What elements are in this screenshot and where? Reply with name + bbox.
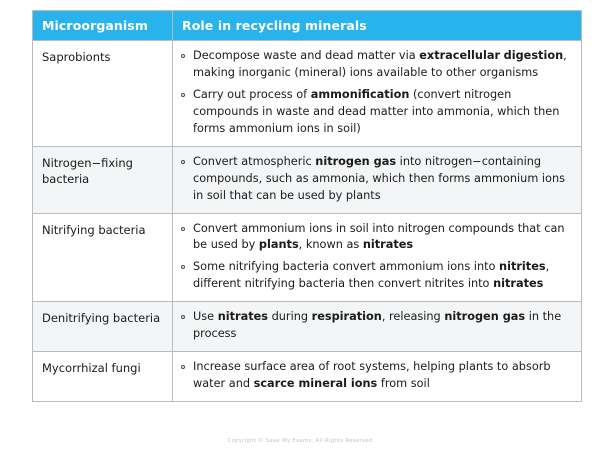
role-cell	[173, 352, 582, 402]
emphasis-text: nitrates	[217, 310, 268, 324]
table-row	[33, 302, 582, 352]
emphasis-text: respiration	[311, 310, 382, 324]
organism-cell: Saprobionts	[33, 41, 173, 147]
body-text: Some nitrifying bacteria convert ammonium ions into	[193, 260, 500, 274]
emphasis-text: nitrites	[499, 260, 546, 274]
emphasis-text: digestion	[503, 49, 564, 62]
body-text: Use	[193, 310, 218, 324]
emphasis-text: nitrogen gas	[444, 310, 526, 324]
role-bullet-item	[179, 48, 573, 82]
column-header-microorganism: Microorganism	[33, 11, 173, 41]
organism-cell: Denitrifying bacteria	[33, 302, 173, 352]
role-bullet-item	[179, 359, 573, 393]
role-cell	[173, 41, 582, 147]
body-text: into nitrogen−containing compounds, such as ammonia, which then forms ammonium ions in soil that can be used by plants	[193, 154, 566, 202]
body-text: Convert ammonium ions in soil into nitrogen compounds that can be used by	[193, 221, 565, 252]
role-bullet-item	[179, 221, 573, 255]
role-bullet-item	[179, 154, 573, 205]
body-text: in the process	[193, 310, 562, 341]
table-row	[33, 41, 582, 147]
table-header-row	[33, 11, 582, 41]
table-row	[33, 146, 582, 213]
body-text: , known as	[298, 238, 363, 252]
body-text: during	[268, 310, 312, 324]
role-bullet-item	[179, 309, 573, 343]
body-text: Decompose waste and dead matter via	[193, 49, 420, 62]
organism-cell: Mycorrhizal fungi	[33, 352, 173, 402]
copyright-notice: Copyright © Save My Exams. All Rights Reserved	[227, 438, 373, 444]
role-bullet-list	[179, 221, 573, 294]
role-cell	[173, 146, 582, 213]
emphasis-text: nitrates	[362, 238, 414, 252]
role-cell	[173, 213, 582, 302]
table-body	[33, 41, 582, 402]
emphasis-text: plants	[258, 238, 299, 252]
body-text: from soil	[377, 377, 430, 391]
role-bullet-list	[179, 154, 573, 205]
table-row	[33, 213, 582, 302]
emphasis-text: scarce mineral ions	[253, 377, 378, 391]
emphasis-text: nitrates	[493, 277, 544, 291]
column-header-role: Role in recycling minerals	[173, 11, 582, 41]
organism-cell: Nitrogen−fixing bacteria	[33, 146, 173, 213]
body-text: , different nitrifying bacteria then convert nitrites into	[193, 260, 550, 291]
organism-cell: Nitrifying bacteria	[33, 213, 173, 302]
emphasis-text: ammonification	[310, 87, 410, 101]
role-bullet-list	[179, 309, 573, 343]
body-text: (convert nitrogen compounds in waste and dead matter into ammonia, which then forms ammonium ions in soil)	[193, 87, 560, 135]
emphasis-text: extracellular	[419, 49, 501, 62]
role-bullet-item	[179, 259, 573, 293]
table-head	[33, 11, 582, 41]
microorganism-role-table	[32, 10, 582, 402]
role-bullet-item	[179, 87, 573, 138]
role-bullet-list	[179, 48, 573, 138]
body-text: Increase surface area of root systems, helping plants to absorb water and	[193, 360, 551, 391]
body-text: Convert atmospheric	[193, 154, 316, 168]
role-cell	[173, 302, 582, 352]
role-bullet-list	[179, 359, 573, 393]
body-text: , releasing	[381, 310, 445, 324]
table-row	[33, 352, 582, 402]
emphasis-text: nitrogen gas	[315, 154, 397, 168]
body-text: , making inorganic (mineral) ions available to other organisms	[193, 49, 567, 79]
body-text: Carry out process of	[193, 87, 311, 101]
